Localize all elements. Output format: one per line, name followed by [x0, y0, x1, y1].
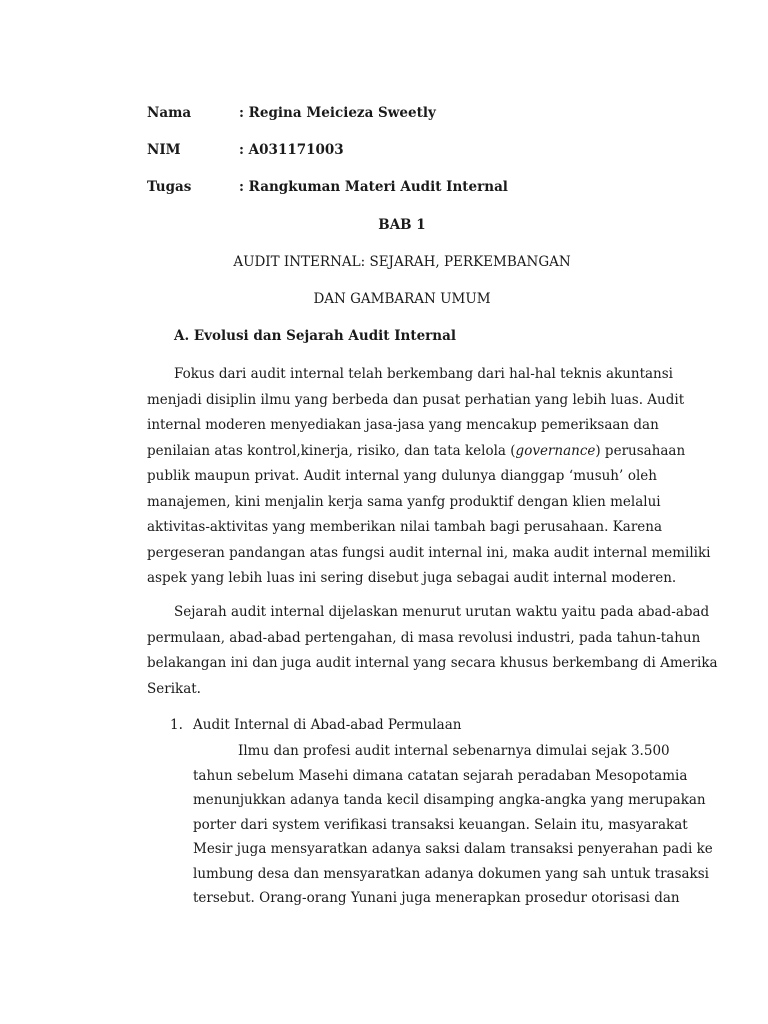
paragraph-line: tersebut. Orang-orang Yunani juga menerapkan prosedur otorisasi dan	[193, 890, 680, 906]
paragraph-line: permulaan, abad-abad pertengahan, di masa revolusi industri, pada tahun-tahun	[147, 629, 701, 646]
chapter-title-line2: DAN GAMBARAN UMUM	[313, 291, 491, 307]
list-item-title: Audit Internal di Abad-abad Permulaan	[193, 717, 462, 733]
paragraph-1	[147, 366, 711, 596]
nim-value: : A031171003	[239, 142, 344, 158]
paragraph-line: Serikat.	[147, 680, 201, 697]
list-item-number: 1.	[170, 717, 183, 733]
paragraph-line: pergeseran pandangan atas fungsi audit internal ini, maka audit internal memiliki	[147, 544, 711, 561]
tugas-label: Tugas	[147, 179, 192, 195]
paragraph-line: Fokus dari audit internal telah berkembang dari hal-hal teknis akuntansi	[174, 366, 673, 382]
list-item-body	[193, 743, 713, 915]
paragraph-line: Mesir juga mensyaratkan adanya saksi dalam transaksi penyerahan padi ke	[193, 841, 713, 857]
tugas-value: : Rangkuman Materi Audit Internal	[239, 179, 508, 195]
paragraph-line: porter dari system verifikasi transaksi keuangan. Selain itu, masyarakat	[193, 816, 688, 833]
italic-term: governance	[515, 442, 596, 459]
paragraph-line: publik maupun privat. Audit internal yang dulunya dianggap ‘musuh’ oleh	[147, 468, 657, 484]
paragraph-line: penilaian atas kontrol,kinerja, risiko, dan tata kelola (governance) perusahaan	[147, 442, 686, 459]
paragraph-line: internal moderen menyediakan jasa-jasa yang mencakup pemeriksaan dan	[147, 417, 659, 433]
paragraph-line: aspek yang lebih luas ini sering disebut juga sebagai audit internal moderen.	[147, 570, 677, 586]
paragraph-2	[147, 604, 718, 706]
section-a-heading: A. Evolusi dan Sejarah Audit Internal	[174, 328, 456, 344]
nama-label: Nama	[147, 105, 192, 121]
paragraph-line: menjadi disiplin ilmu yang berbeda dan pusat perhatian yang lebih luas. Audit	[147, 391, 685, 408]
paragraph-line: lumbung desa dan mensyaratkan adanya dokumen yang sah untuk trasaksi	[193, 865, 709, 882]
paragraph-line: Sejarah audit internal dijelaskan menurut urutan waktu yaitu pada abad-abad	[174, 604, 710, 620]
paragraph-line: menunjukkan adanya tanda kecil disamping angka-angka yang merupakan	[193, 792, 706, 808]
paragraph-line: tahun sebelum Masehi dimana catatan sejarah peradaban Mesopotamia	[193, 767, 688, 784]
chapter-title-line1: AUDIT INTERNAL: SEJARAH, PERKEMBANGAN	[233, 254, 571, 270]
paragraph-line: manajemen, kini menjalin kerja sama yanfg produktif dengan klien melalui	[147, 493, 661, 510]
paragraph-line: Ilmu dan profesi audit internal sebenarnya dimulai sejak 3.500	[238, 743, 670, 759]
chapter-number: BAB 1	[378, 217, 426, 233]
nim-label: NIM	[147, 142, 181, 158]
nama-value: : Regina Meicieza Sweetly	[239, 105, 436, 121]
paragraph-line: aktivitas-aktivitas yang memberikan nilai tambah bagi perusahaan. Karena	[147, 519, 663, 535]
paragraph-line: belakangan ini dan juga audit internal yang secara khusus berkembang di Amerika	[147, 655, 718, 671]
